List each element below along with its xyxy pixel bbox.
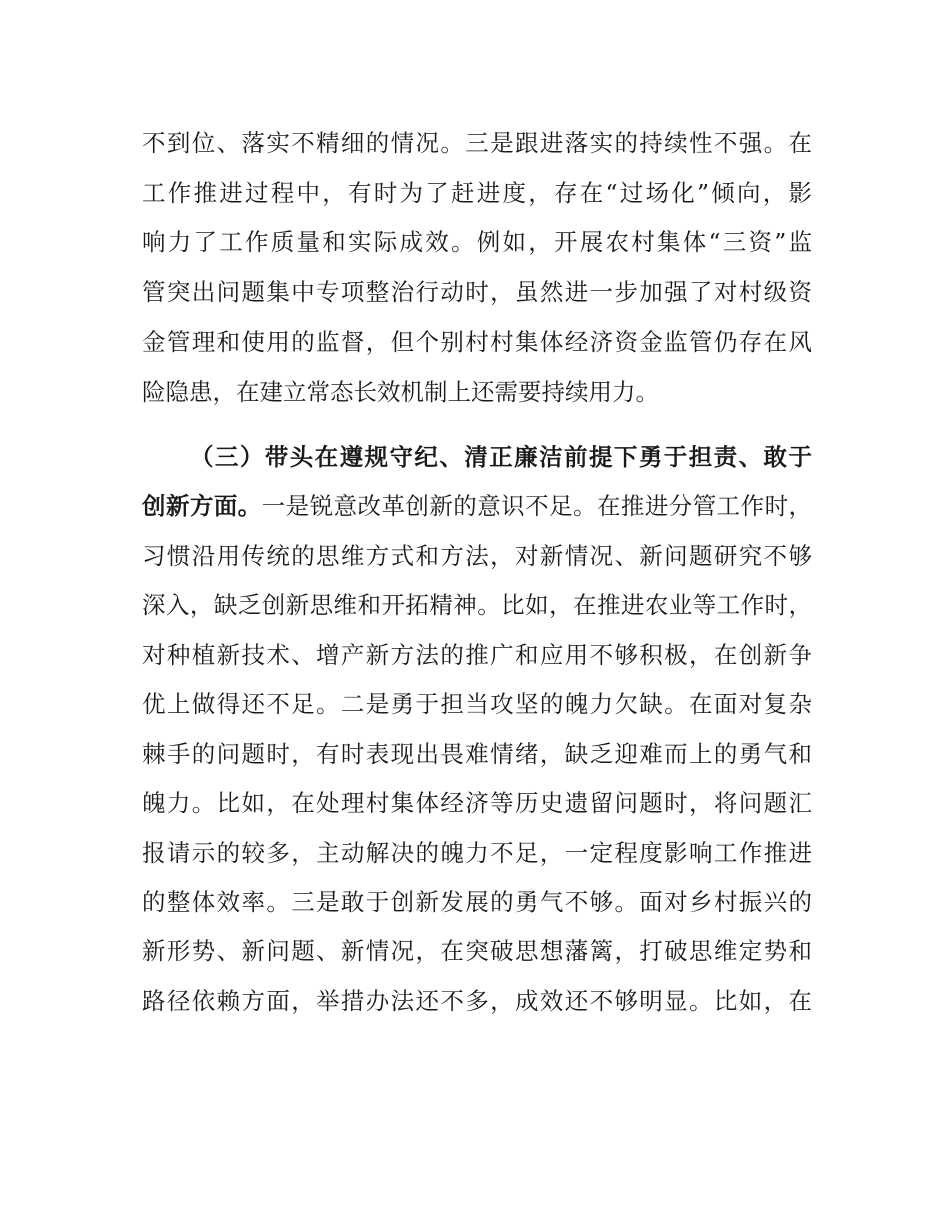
paragraph-1-line-3: 响力了工作质量和实际成效。例如，开展农村集体“三资”监: [142, 228, 812, 256]
paragraph-2-line-6: 棘手的问题时，有时表现出畏难情绪，缺乏迎难而上的勇气和: [142, 740, 812, 768]
paragraph-2-line-9: 的整体效率。三是敢于创新发展的勇气不够。面对乡村振兴的: [142, 888, 812, 916]
paragraph-2-line-10: 新形势、新问题、新情况，在突破思想藩篱，打破思维定势和: [142, 937, 812, 965]
paragraph-1-line-4: 管突出问题集中专项整治行动时，虽然进一步加强了对村级资: [142, 278, 812, 306]
paragraph-1-line-1: 不到位、落实不精细的情况。三是跟进落实的持续性不强。在: [142, 129, 812, 157]
section-heading-line-1: （三）带头在遵规守纪、清正廉洁前提下勇于担责、敢于: [190, 443, 812, 471]
paragraph-1-line-2: 工作推进过程中，有时为了赶进度，存在“过场化”倾向，影: [142, 179, 812, 207]
paragraph-1-line-5: 金管理和使用的监督，但个别村村集体经济资金监管仍存在风: [142, 328, 812, 356]
paragraph-2-line-3: 深入，缺乏创新思维和开拓精神。比如，在推进农业等工作时，: [142, 591, 812, 619]
paragraph-2-line-11: 路径依赖方面，举措办法还不多，成效还不够明显。比如，在: [142, 987, 812, 1015]
paragraph-1-line-6: 险隐患，在建立常态长效机制上还需要持续用力。: [142, 378, 659, 406]
paragraph-2-line-4: 对种植新技术、增产新方法的推广和应用不够积极，在创新争: [142, 641, 812, 669]
paragraph-2-line-5: 优上做得还不足。二是勇于担当攻坚的魄力欠缺。在面对复杂: [142, 690, 812, 718]
paragraph-2-line-1: [142, 486, 812, 526]
paragraph-2-line-7: 魄力。比如，在处理村集体经济等历史遗留问题时，将问题汇: [142, 789, 812, 817]
section-heading-line-2: 创新方面。: [142, 492, 262, 520]
paragraph-2-line-8: 报请示的较多，主动解决的魄力不足，一定程度影响工作推进: [142, 839, 812, 867]
paragraph-2-line-1-text: 一是锐意改革创新的意识不足。在推进分管工作时，: [261, 492, 813, 520]
paragraph-2-line-2: 习惯沿用传统的思维方式和方法，对新情况、新问题研究不够: [142, 542, 812, 570]
